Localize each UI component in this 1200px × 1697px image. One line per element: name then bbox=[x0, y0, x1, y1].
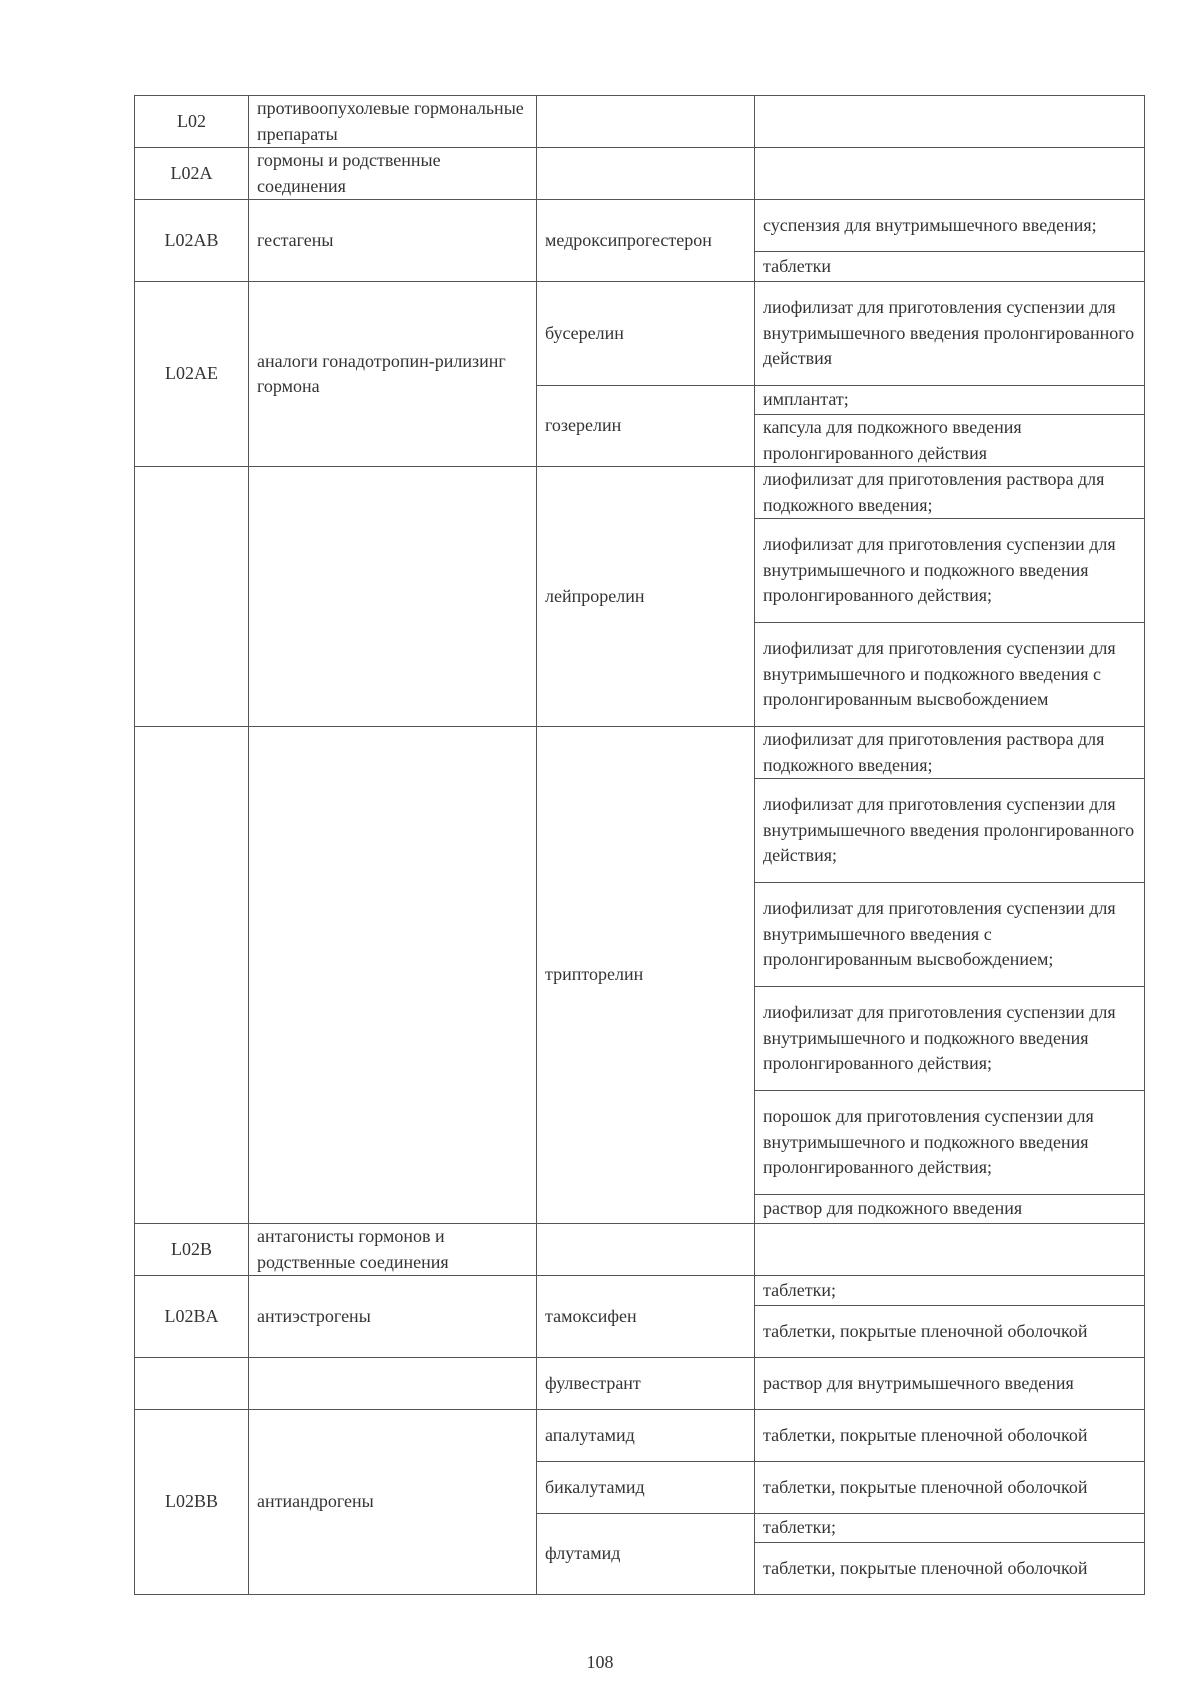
group-name-cell bbox=[249, 727, 537, 1224]
atc-code-cell bbox=[135, 467, 249, 727]
table-row bbox=[135, 200, 1145, 252]
dosage-form-cell bbox=[755, 1224, 1145, 1276]
dosage-form-cell: лиофилизат для приготовления суспензии для внутримышечного и подкожного введения с пролонгированным высвобождением bbox=[755, 623, 1145, 727]
dosage-form-cell: раствор для подкожного введения bbox=[755, 1195, 1145, 1224]
atc-code-cell: L02AE bbox=[135, 282, 249, 467]
group-name-cell: антиэстрогены bbox=[249, 1276, 537, 1358]
table-row bbox=[135, 727, 1145, 779]
atc-code-cell: L02A bbox=[135, 148, 249, 200]
drug-name-cell: фулвестрант bbox=[537, 1358, 755, 1410]
dosage-form-cell: порошок для приготовления суспензии для внутримышечного и подкожного введения пролонгированного действия; bbox=[755, 1091, 1145, 1195]
drug-name-cell: флутамид bbox=[537, 1514, 755, 1595]
atc-code-cell: L02B bbox=[135, 1224, 249, 1276]
table-row bbox=[135, 1224, 1145, 1276]
atc-code-cell: L02BA bbox=[135, 1276, 249, 1358]
dosage-form-cell: капсула для подкожного введения пролонгированного действия bbox=[755, 415, 1145, 467]
dosage-form-cell: таблетки, покрытые пленочной оболочкой bbox=[755, 1543, 1145, 1595]
atc-code-cell: L02AB bbox=[135, 200, 249, 282]
drug-name-cell: апалутамид bbox=[537, 1410, 755, 1462]
atc-code-cell: L02BB bbox=[135, 1410, 249, 1595]
table-row bbox=[135, 96, 1145, 148]
drug-name-cell: бусерелин bbox=[537, 282, 755, 386]
table-row bbox=[135, 148, 1145, 200]
dosage-form-cell: таблетки bbox=[755, 252, 1145, 282]
drug-name-cell: бикалутамид bbox=[537, 1462, 755, 1514]
drug-name-cell bbox=[537, 148, 755, 200]
atc-code-cell bbox=[135, 1358, 249, 1410]
group-name-cell: аналоги гонадотропин-рилизинг гормона bbox=[249, 282, 537, 467]
dosage-form-cell: лиофилизат для приготовления раствора для подкожного введения; bbox=[755, 727, 1145, 779]
page-number: 108 bbox=[586, 1652, 614, 1672]
dosage-form-cell: лиофилизат для приготовления суспензии для внутримышечного введения с пролонгированным высвобождением; bbox=[755, 883, 1145, 987]
drug-name-cell: тамоксифен bbox=[537, 1276, 755, 1358]
dosage-form-cell: лиофилизат для приготовления суспензии для внутримышечного введения пролонгированного действия; bbox=[755, 779, 1145, 883]
table-row bbox=[135, 467, 1145, 519]
table-row bbox=[135, 1358, 1145, 1410]
drug-name-cell: лейпрорелин bbox=[537, 467, 755, 727]
group-name-cell: антагонисты гормонов и родственные соединения bbox=[249, 1224, 537, 1276]
dosage-form-cell bbox=[755, 96, 1145, 148]
dosage-form-cell: суспензия для внутримышечного введения; bbox=[755, 200, 1145, 252]
drug-name-cell: медроксипрогестерон bbox=[537, 200, 755, 282]
group-name-cell: гестагены bbox=[249, 200, 537, 282]
group-name-cell bbox=[249, 467, 537, 727]
group-name-cell bbox=[249, 1358, 537, 1410]
dosage-form-cell: лиофилизат для приготовления суспензии для внутримышечного и подкожного введения пролонгированного действия; bbox=[755, 987, 1145, 1091]
group-name-cell: антиандрогены bbox=[249, 1410, 537, 1595]
drug-name-cell bbox=[537, 1224, 755, 1276]
drug-name-cell bbox=[537, 96, 755, 148]
dosage-form-cell bbox=[755, 148, 1145, 200]
dosage-form-cell: таблетки, покрытые пленочной оболочкой bbox=[755, 1410, 1145, 1462]
atc-code-cell bbox=[135, 727, 249, 1224]
dosage-form-cell: таблетки, покрытые пленочной оболочкой bbox=[755, 1306, 1145, 1358]
group-name-cell: противоопухолевые гормональные препараты bbox=[249, 96, 537, 148]
drug-name-cell: гозерелин bbox=[537, 386, 755, 467]
dosage-form-cell: лиофилизат для приготовления суспензии для внутримышечного введения пролонгированного действия bbox=[755, 282, 1145, 386]
dosage-form-cell: лиофилизат для приготовления раствора для подкожного введения; bbox=[755, 467, 1145, 519]
dosage-form-cell: таблетки, покрытые пленочной оболочкой bbox=[755, 1462, 1145, 1514]
group-name-cell: гормоны и родственные соединения bbox=[249, 148, 537, 200]
dosage-form-cell: таблетки; bbox=[755, 1514, 1145, 1543]
atc-code-cell: L02 bbox=[135, 96, 249, 148]
dosage-form-cell: лиофилизат для приготовления суспензии для внутримышечного и подкожного введения пролонгированного действия; bbox=[755, 519, 1145, 623]
table-row bbox=[135, 1410, 1145, 1462]
table-row bbox=[135, 1276, 1145, 1306]
table-row bbox=[135, 282, 1145, 386]
dosage-form-cell: раствор для внутримышечного введения bbox=[755, 1358, 1145, 1410]
drug-name-cell: трипторелин bbox=[537, 727, 755, 1224]
dosage-form-cell: таблетки; bbox=[755, 1276, 1145, 1306]
drug-table bbox=[134, 95, 1145, 1595]
dosage-form-cell: имплантат; bbox=[755, 386, 1145, 415]
